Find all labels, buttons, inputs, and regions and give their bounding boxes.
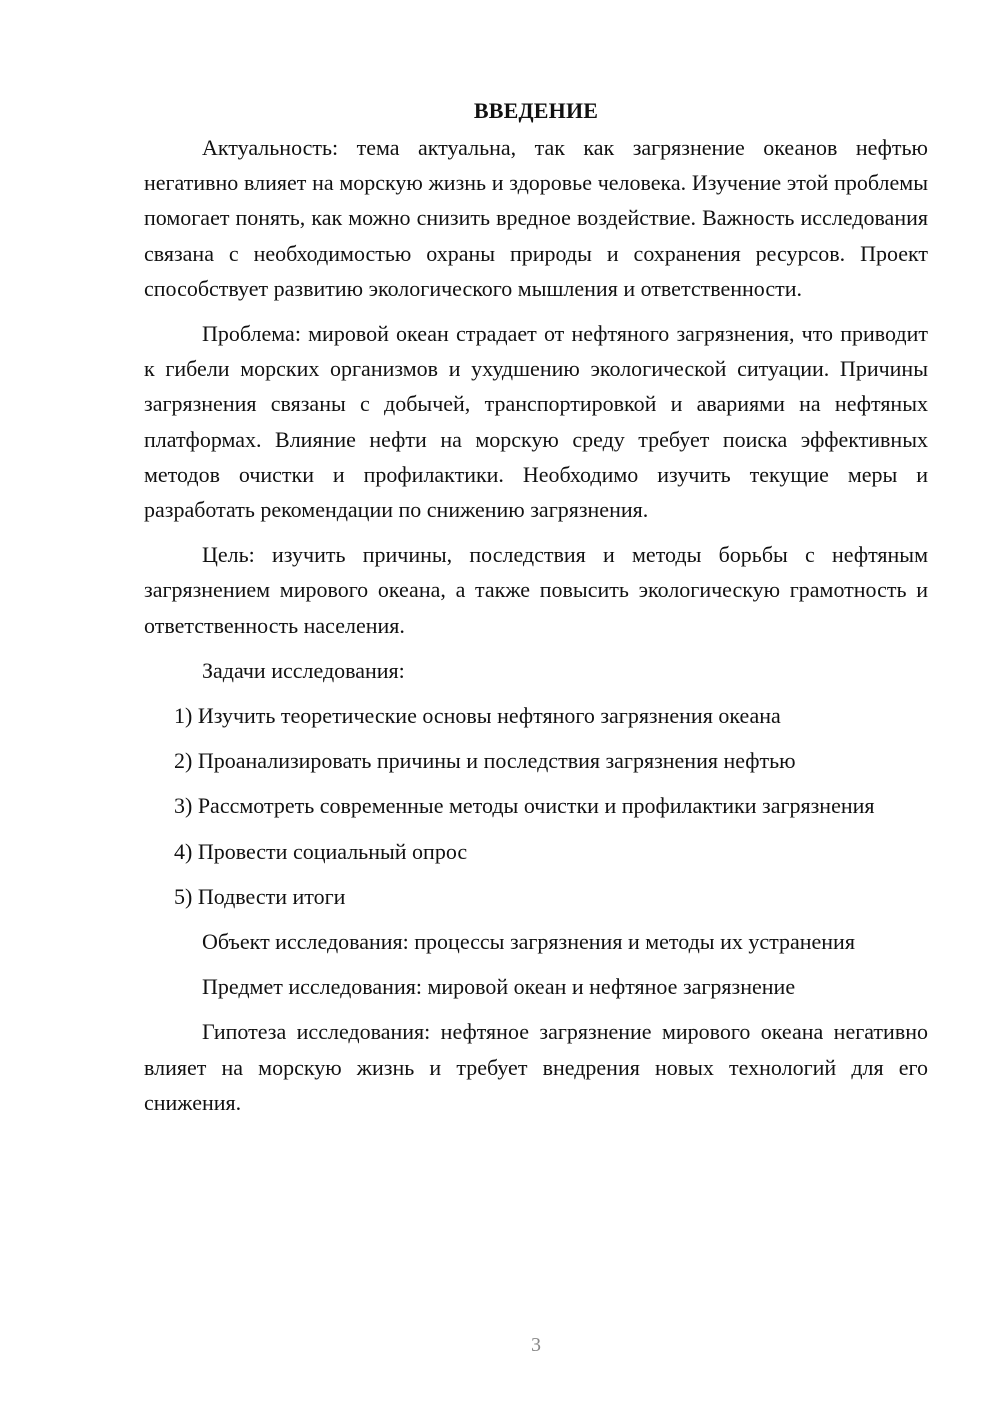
- page-content: [144, 94, 928, 1130]
- tasks-heading: Задачи исследования:: [202, 657, 405, 683]
- list-item: 4) Провести социальный опрос: [174, 838, 468, 864]
- list-item: 2) Проанализировать причины и последствия загрязнения нефтью: [174, 748, 796, 774]
- paragraph-subject: Предмет исследования: мировой океан и нефтяное загрязнение: [202, 974, 796, 1000]
- paragraph-goal: Цель: изучить причины, последствия и методы борьбы с нефтяным загрязнением мирового океана, а также повысить экологическую грамотность и ответственность населения.: [144, 542, 928, 638]
- section-title: ВВЕДЕНИЕ: [473, 98, 599, 123]
- paragraph-problem: Проблема: мировой океан страдает от нефтяного загрязнения, что приводит к гибели морских организмов и ухудшению экологической ситуации. Причины загрязнения связаны с добычей, транспортировкой и авариями на нефтяных платформах. Влияние нефти на морскую среду требует поиска эффективных методов очистки и профилактики. Необходимо изучить текущие меры и разработать рекомендации по снижению загрязнения.: [144, 321, 928, 523]
- list-item: 1) Изучить теоретические основы нефтяного загрязнения океана: [174, 703, 781, 729]
- list-item: 3) Рассмотреть современные методы очистки и профилактики загрязнения: [174, 793, 875, 819]
- list-item: 5) Подвести итоги: [174, 883, 346, 909]
- paragraph-object: Объект исследования: процессы загрязнения и методы их устранения: [202, 929, 855, 955]
- paragraph-hypothesis: Гипотеза исследования: нефтяное загрязнение мирового океана негативно влияет на морскую жизнь и требует внедрения новых технологий для его снижения.: [144, 1019, 928, 1115]
- paragraph-relevance: Актуальность: тема актуальна, так как загрязнение океанов нефтью негативно влияет на морскую жизнь и здоровье человека. Изучение этой проблемы помогает понять, как можно снизить вредное воздействие. Важность исследования связана с необходимостью охраны природы и сохранения ресурсов. Проект способствует развитию экологического мышления и ответственности.: [144, 135, 928, 301]
- page-number: 3: [531, 1334, 541, 1356]
- tasks-list: [144, 698, 928, 914]
